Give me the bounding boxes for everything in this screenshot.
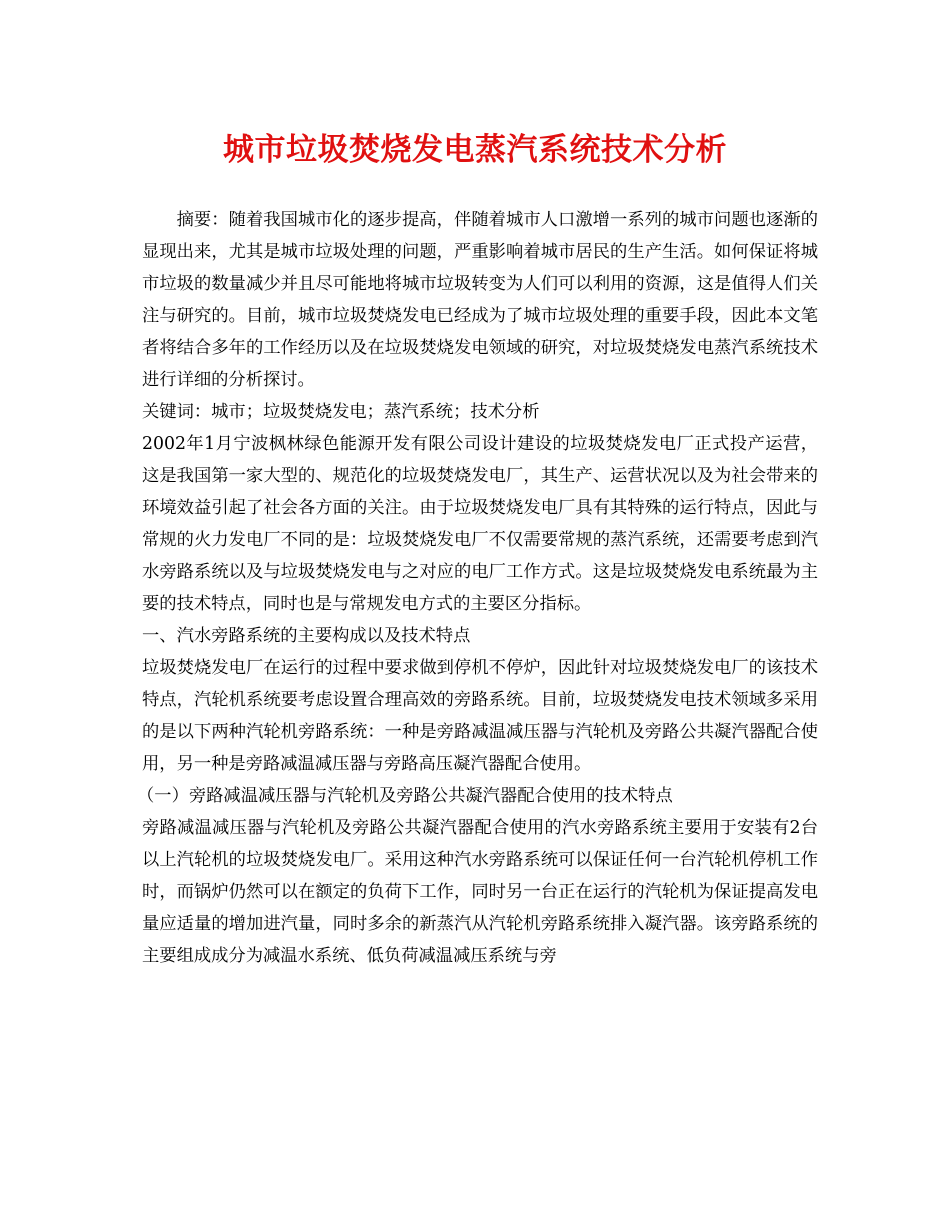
subsection-paragraph: 旁路减温减压器与汽轮机及旁路公共凝汽器配合使用的汽水旁路系统主要用于安装有2台以上汽轮机的垃圾焚烧发电厂。采用这种汽水旁路系统可以保证任何一台汽轮机停机工作时，而锅炉仍然可以在额定的负荷下工作，同时另一台正在运行的汽轮机为保证提高发电量应适量的增加进汽量，同时多余的新蒸汽从汽轮机旁路系统排入凝汽器。该旁路系统的主要组成成分为减温水系统、低负荷减温减压系统与旁	[142, 818, 818, 966]
section-heading: 一、汽水旁路系统的主要构成以及技术特点	[142, 626, 471, 646]
abstract-paragraph: 摘要：随着我国城市化的逐步提高，伴随着城市人口激增一系列的城市问题也逐渐的显现出来，尤其是城市垃圾处理的问题，严重影响着城市居民的生产生活。如何保证将城市垃圾的数量减少并且尽可能地将城市垃圾转变为人们可以利用的资源，这是值得人们关注与研究的。目前，城市垃圾焚烧发电已经成为了城市垃圾处理的重要手段，因此本文笔者将结合多年的工作经历以及在垃圾焚烧发电领域的研究，对垃圾焚烧发电蒸汽系统技术进行详细的分析探讨。	[142, 210, 818, 390]
intro-paragraph: 2002年1月宁波枫林绿色能源开发有限公司设计建设的垃圾焚烧发电厂正式投产运营，这是我国第一家大型的、规范化的垃圾焚烧发电厂，其生产、运营状况以及为社会带来的环境效益引起了社会各方面的关注。由于垃圾焚烧发电厂具有其特殊的运行特点，因此与常规的火力发电厂不同的是：垃圾焚烧发电厂不仅需要常规的蒸汽系统，还需要考虑到汽水旁路系统以及与垃圾焚烧发电与之对应的电厂工作方式。这是垃圾焚烧发电系统最为主要的技术特点，同时也是与常规发电方式的主要区分指标。	[142, 434, 818, 614]
section-paragraph: 垃圾焚烧发电厂在运行的过程中要求做到停机不停炉，因此针对垃圾焚烧发电厂的该技术特点，汽轮机系统要考虑设置合理高效的旁路系统。目前，垃圾焚烧发电技术领域多采用的是以下两种汽轮机旁路系统：一种是旁路减温减压器与汽轮机及旁路公共凝汽器配合使用，另一种是旁路减温减压器与旁路高压凝汽器配合使用。	[142, 658, 818, 774]
document-body	[137, 204, 818, 972]
document-title: 城市垃圾焚烧发电蒸汽系统技术分析	[223, 132, 727, 168]
subsection-heading: （一）旁路减温减压器与汽轮机及旁路公共凝汽器配合使用的技术特点	[137, 786, 673, 806]
keywords-paragraph: 关键词：城市；垃圾焚烧发电；蒸汽系统；技术分析	[142, 402, 540, 422]
